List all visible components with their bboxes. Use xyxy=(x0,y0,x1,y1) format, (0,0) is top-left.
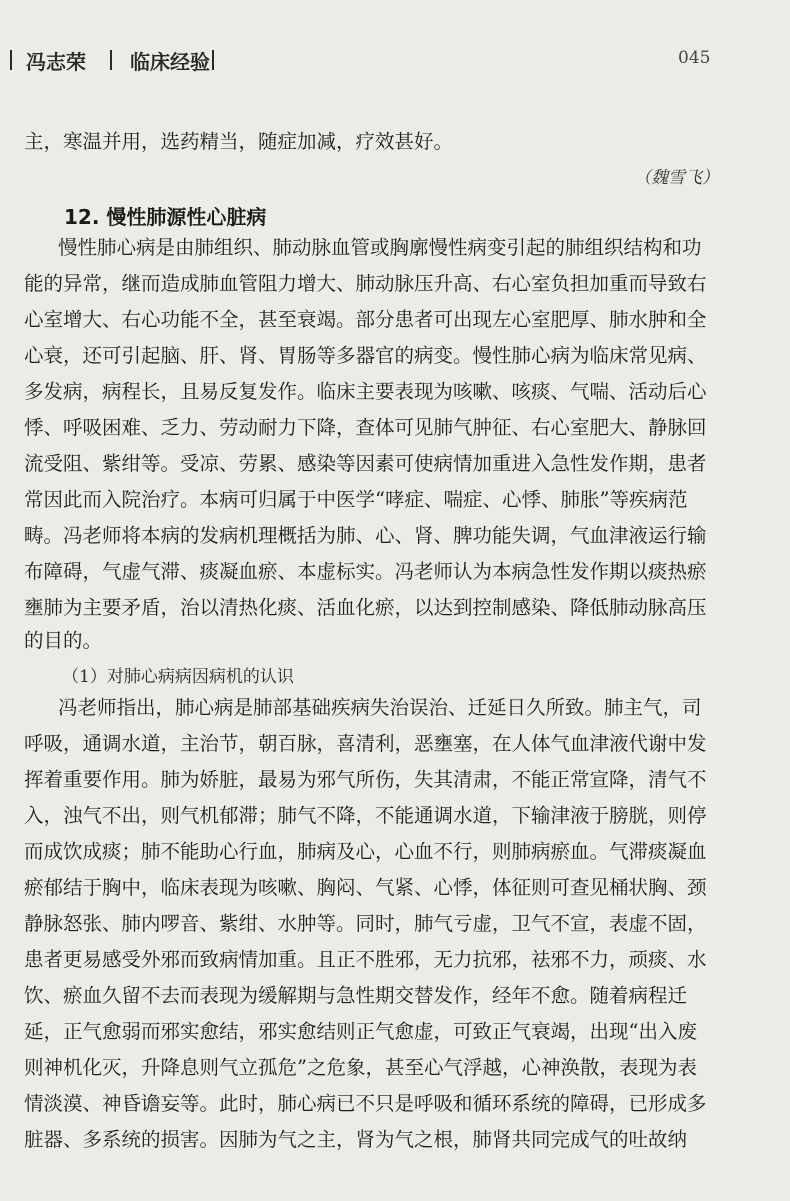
header-divider xyxy=(10,50,12,70)
text-line: 能的异常，继而造成肺血管阻力增大、肺动脉压升高、右心室负担加重而导致右 xyxy=(24,272,707,295)
text-line: 流受阻、紫绀等。受凉、劳累、感染等因素可使病情加重进入急性发作期，患者 xyxy=(24,452,707,475)
text-line: 饮、瘀血久留不去而表现为缓解期与急性期交替发作，经年不愈。随着病程迁 xyxy=(24,984,688,1007)
text-line: 入，浊气不出，则气机郁滞；肺气不降，不能通调水道，下输津液于膀胱，则停 xyxy=(24,804,707,827)
intro-line: 主，寒温并用，选药精当，随症加减，疗效甚好。 xyxy=(24,130,454,153)
section-title: 12. 慢性肺源性心脏病 xyxy=(64,205,267,229)
header-book-title: 临床经验 xyxy=(130,50,210,74)
header-divider xyxy=(110,50,112,70)
text-line: 则神机化灭，升降息则气立孤危”之危象，甚至心气浮越，心神涣散，表现为表 xyxy=(24,1056,697,1079)
text-line: 延，正气愈弱而邪实愈结，邪实愈结则正气愈虚，可致正气衰竭，出现“出入废 xyxy=(24,1020,697,1043)
text-line: 情淡漠、神昏谵妄等。此时，肺心病已不只是呼吸和循环系统的障碍，已形成多 xyxy=(24,1092,707,1115)
text-line: 静脉怒张、肺内啰音、紫绀、水肿等。同时，肺气亏虚，卫气不宣，表虚不固， xyxy=(24,912,707,935)
text-line: 瘀郁结于胸中，临床表现为咳嗽、胸闷、气紧、心悸，体征则可查见桶状胸、颈 xyxy=(24,876,707,899)
text-line: 多发病，病程长，且易反复发作。临床主要表现为咳嗽、咳痰、气喘、活动后心 xyxy=(24,380,707,403)
author-signature: （魏雪飞） xyxy=(634,168,719,188)
text-line: 布障碍，气虚气滞、痰凝血瘀、本虚标实。冯老师认为本病急性发作期以痰热瘀 xyxy=(24,560,707,583)
subsection-title: （1）对肺心病病因病机的认识 xyxy=(62,667,294,687)
text-line: 呼吸，通调水道，主治节，朝百脉，喜清利，恶壅塞，在人体气血津液代谢中发 xyxy=(24,732,707,755)
text-line: 而成饮成痰；肺不能助心行血，肺病及心，心血不行，则肺病瘀血。气滞痰凝血 xyxy=(24,840,707,863)
text-line: 悸、呼吸困难、乏力、劳动耐力下降，查体可见肺气肿征、右心室肥大、静脉回 xyxy=(24,416,707,439)
text-line: 心衰，还可引起脑、肝、肾、胃肠等多器官的病变。慢性肺心病为临床常见病、 xyxy=(24,344,707,367)
text-line: 患者更易感受外邪而致病情加重。且正不胜邪，无力抗邪，祛邪不力，顽痰、水 xyxy=(24,948,707,971)
text-line: 慢性肺心病是由肺组织、肺动脉血管或胸廓慢性病变引起的肺组织结构和功 xyxy=(58,236,702,259)
text-line: 常因此而入院治疗。本病可归属于中医学“哮症、喘症、心悸、肺胀”等疾病范 xyxy=(24,488,688,511)
text-line: 畴。冯老师将本病的发病机理概括为肺、心、肾、脾功能失调，气血津液运行输 xyxy=(24,524,707,547)
text-line: 挥着重要作用。肺为娇脏，最易为邪气所伤，失其清肃，不能正常宣降，清气不 xyxy=(24,768,707,791)
header-divider xyxy=(212,50,214,70)
text-line: 脏器、多系统的损害。因肺为气之主，肾为气之根，肺肾共同完成气的吐故纳 xyxy=(24,1128,688,1151)
header-author: 冯志荣 xyxy=(26,50,86,74)
page-number: 045 xyxy=(678,48,711,68)
running-header xyxy=(10,44,720,74)
text-line: 的目的。 xyxy=(24,629,103,652)
text-line: 冯老师指出，肺心病是肺部基础疾病失治误治、迁延日久所致。肺主气，司 xyxy=(58,696,702,719)
text-line: 壅肺为主要矛盾，治以清热化痰、活血化瘀，以达到控制感染、降低肺动脉高压 xyxy=(24,596,707,619)
text-line: 心室增大、右心功能不全，甚至衰竭。部分患者可出现左心室肥厚、肺水肿和全 xyxy=(24,308,707,331)
